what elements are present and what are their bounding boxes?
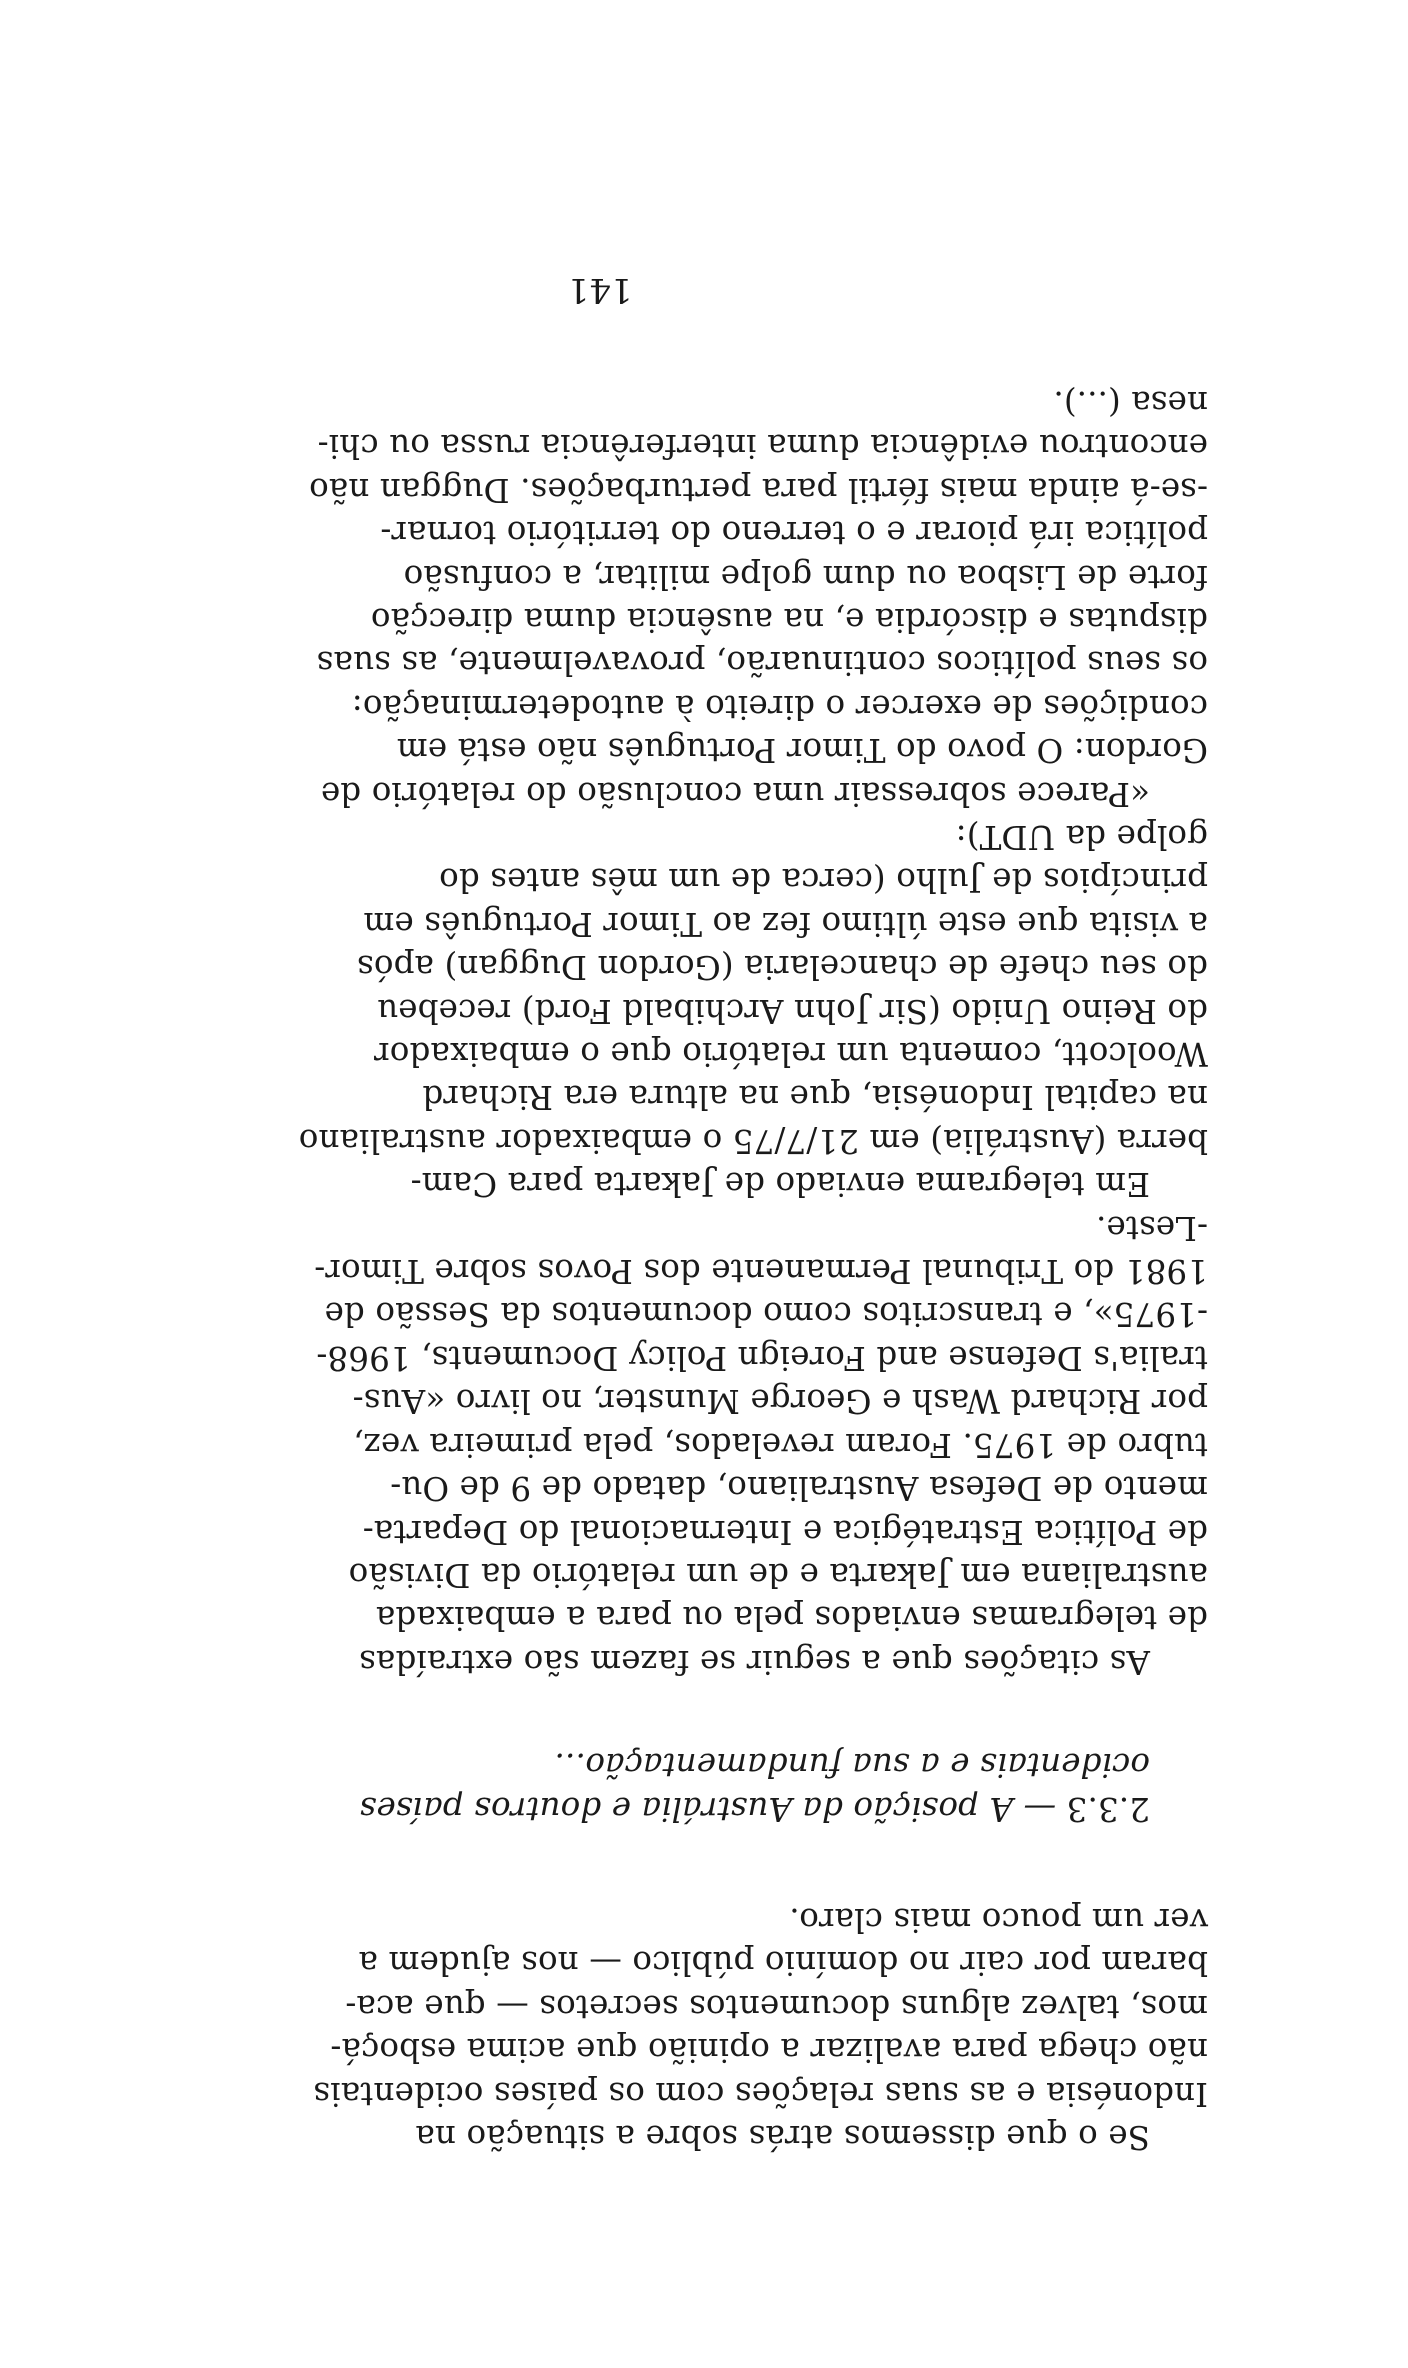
intro-paragraph: Se o que dissemos atrás sobre a situação na Indonésia e as suas relações com os países ocidentais não chega para avalizar a opinião que acima esboçá- mos, talvez alguns documentos secretos — que aca- baram por cair no domínio público — nos ajudem a ver um pouco mais claro. xyxy=(313,1900,1208,2156)
telegram-paragraph: Em telegrama enviado de Jakarta para Cam- berra (Austrália) em 21/7/75 o embaixador australiano na capital Indonésia, que na altura era Richard Woolcott, comenta um relatório que o embaixador do Reino Unido (Sir John Archibald Ford) recebeu do seu chefe de chancelaria (Gordon Duggan) após a visita que este último fez ao Timor Português em princípios de Julho (cerca de um mês antes do golpe da UDT): xyxy=(298,818,1208,1204)
page-number-text: 141 xyxy=(567,270,633,310)
section-title-line1: — A posição da Austrália e doutros países xyxy=(359,1789,1067,1828)
page-text xyxy=(190,381,1208,2158)
page-number xyxy=(0,270,1408,310)
section-title-line2: ocidentais e a sua fundamentação... xyxy=(554,1746,1150,1785)
citations-paragraph: As citações que a seguir se fazem são extraídas de telegramas enviados pela ou para a embaixada australiana em Jakarta e de um relatório da Divisão de Política Estratégica e Internacional do Departa- mento de Defesa Australiano, datado de 9 de Ou- tubro de 1975. Foram revelados, pela primeira vez, por Richard Wash e George Munster, no livro «Aus- tralia's Defense and Foreign Policy Documents, 1968- -1975», e transcritos como documentos da Sessão de 1981 do Tribunal Permanente dos Povos sobre Timor- -Leste. xyxy=(314,1208,1208,1681)
section-number: 2.3.3 xyxy=(1066,1789,1150,1828)
quote-paragraph: «Parece sobressair uma conclusão do relatório de Gordon: O povo do Timor Português não está em condições de exercer o direito à autodeterminação: os seus políticos continuarão, provavelmente, as suas disputas e discórdia e, na ausência duma direcção forte de Lisboa ou dum golpe militar, a confusão política irá piorar e o terreno do território tornar- -se-á ainda mais fértil para perturbações. Duggan não encontrou evidência duma interferência russa ou chi- nesa (...). xyxy=(309,383,1208,813)
section-heading xyxy=(190,1743,1208,1830)
